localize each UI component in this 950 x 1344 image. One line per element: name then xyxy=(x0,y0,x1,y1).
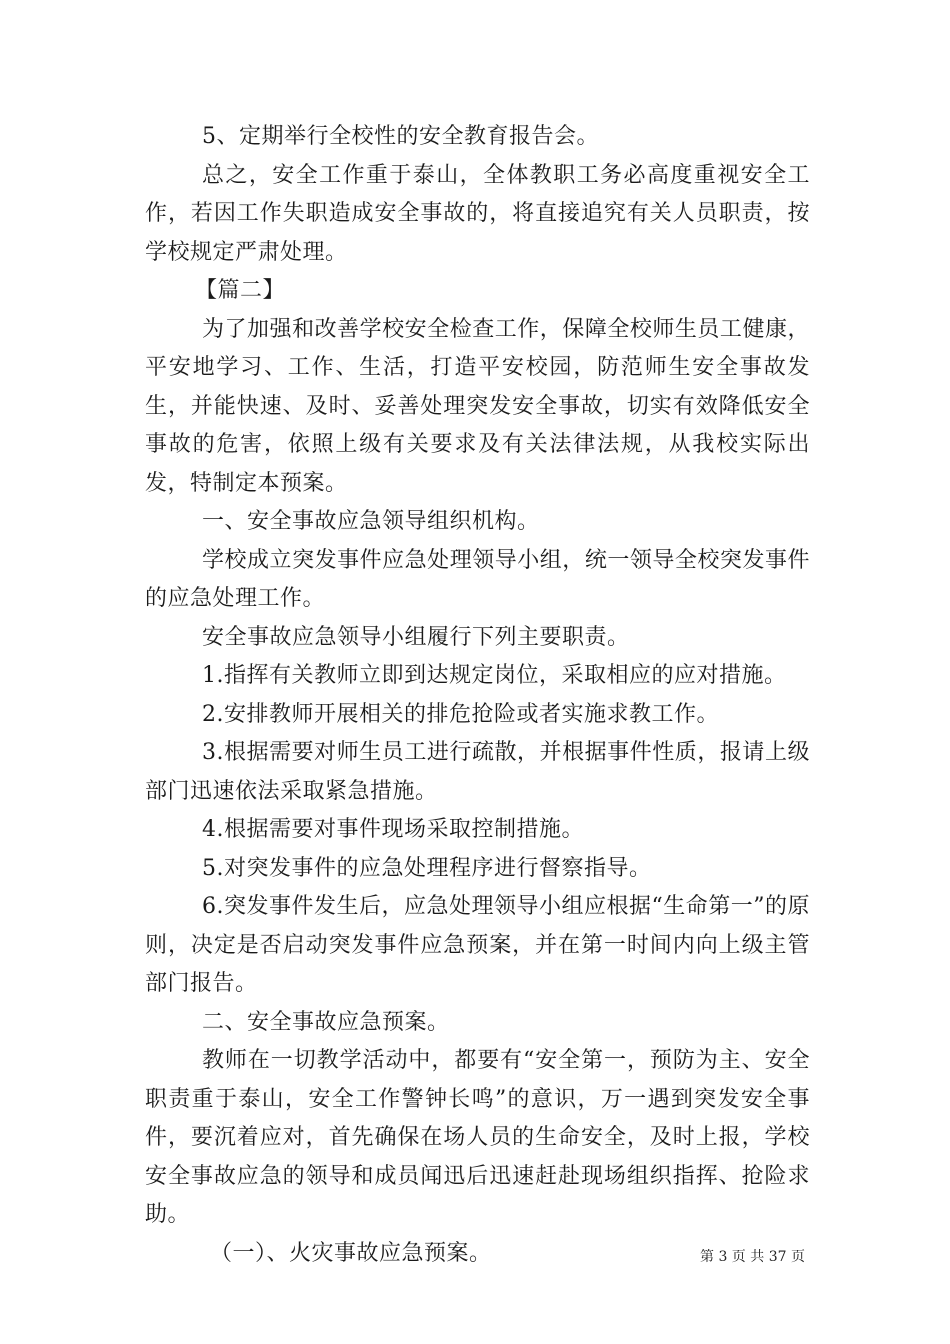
duty-item-3: 3.根据需要对师生员工进行疏散，并根据事件性质，报请上级部门迅速依法采取紧急措施。 xyxy=(145,740,810,804)
paragraph-intro: 为了加强和改善学校安全检查工作，保障全校师生员工健康，平安地学习、工作、生活，打造平安校园，防范师生安全事故发生，并能快速、及时、妥善处理突发安全事故，切实有效降低安全事故的危害，依照上级有关要求及有关法律法规，从我校实际出发，特制定本预案。 xyxy=(145,316,810,496)
section-heading-part-two: 【篇二】 xyxy=(195,278,286,303)
document-body xyxy=(145,118,810,1273)
heading-organization: 一、安全事故应急领导组织机构。 xyxy=(202,509,540,534)
duty-item-5: 5.对突发事件的应急处理程序进行督察指导。 xyxy=(202,855,652,881)
paragraph-conclusion: 总之，安全工作重于泰山，全体教职工务必高度重视安全工作，若因工作失职造成安全事故的，将直接追究有关人员职责，按学校规定严肃处理。 xyxy=(145,162,810,265)
paragraph-organization: 学校成立突发事件应急处理领导小组，统一领导全校突发事件的应急处理工作。 xyxy=(145,547,810,611)
paragraph-duties-intro: 安全事故应急领导小组履行下列主要职责。 xyxy=(202,624,630,650)
duty-item-2: 2.安排教师开展相关的排危抢险或者实施求教工作。 xyxy=(202,701,719,727)
paragraph-emergency-plan: 教师在一切教学活动中，都要有“安全第一，预防为主、安全职责重于泰山，安全工作警钟长鸣”的意识，万一遇到突发安全事件，要沉着应对，首先确保在场人员的生命安全，及时上报，学校安全事故应急的领导和成员闻迅后迅速赶赴现场组织指挥、抢险求助。 xyxy=(145,1048,810,1227)
heading-emergency-plan: 二、安全事故应急预案。 xyxy=(202,1009,450,1035)
duty-item-6: 6.突发事件发生后，应急处理领导小组应根据“生命第一”的原则，决定是否启动突发事件应急预案，并在第一时间内向上级主管部门报告。 xyxy=(145,894,810,996)
duty-item-4: 4.根据需要对事件现场采取控制措施。 xyxy=(202,817,584,842)
heading-fire-plan: （一）、火灾事故应急预案。 xyxy=(210,1240,492,1266)
page-number-footer: 第 3 页 共 37 页 xyxy=(700,1249,805,1265)
duty-item-1: 1.指挥有关教师立即到达规定岗位，采取相应的应对措施。 xyxy=(202,663,787,688)
paragraph-item-5: 5、定期举行全校性的安全教育报告会。 xyxy=(202,124,599,149)
